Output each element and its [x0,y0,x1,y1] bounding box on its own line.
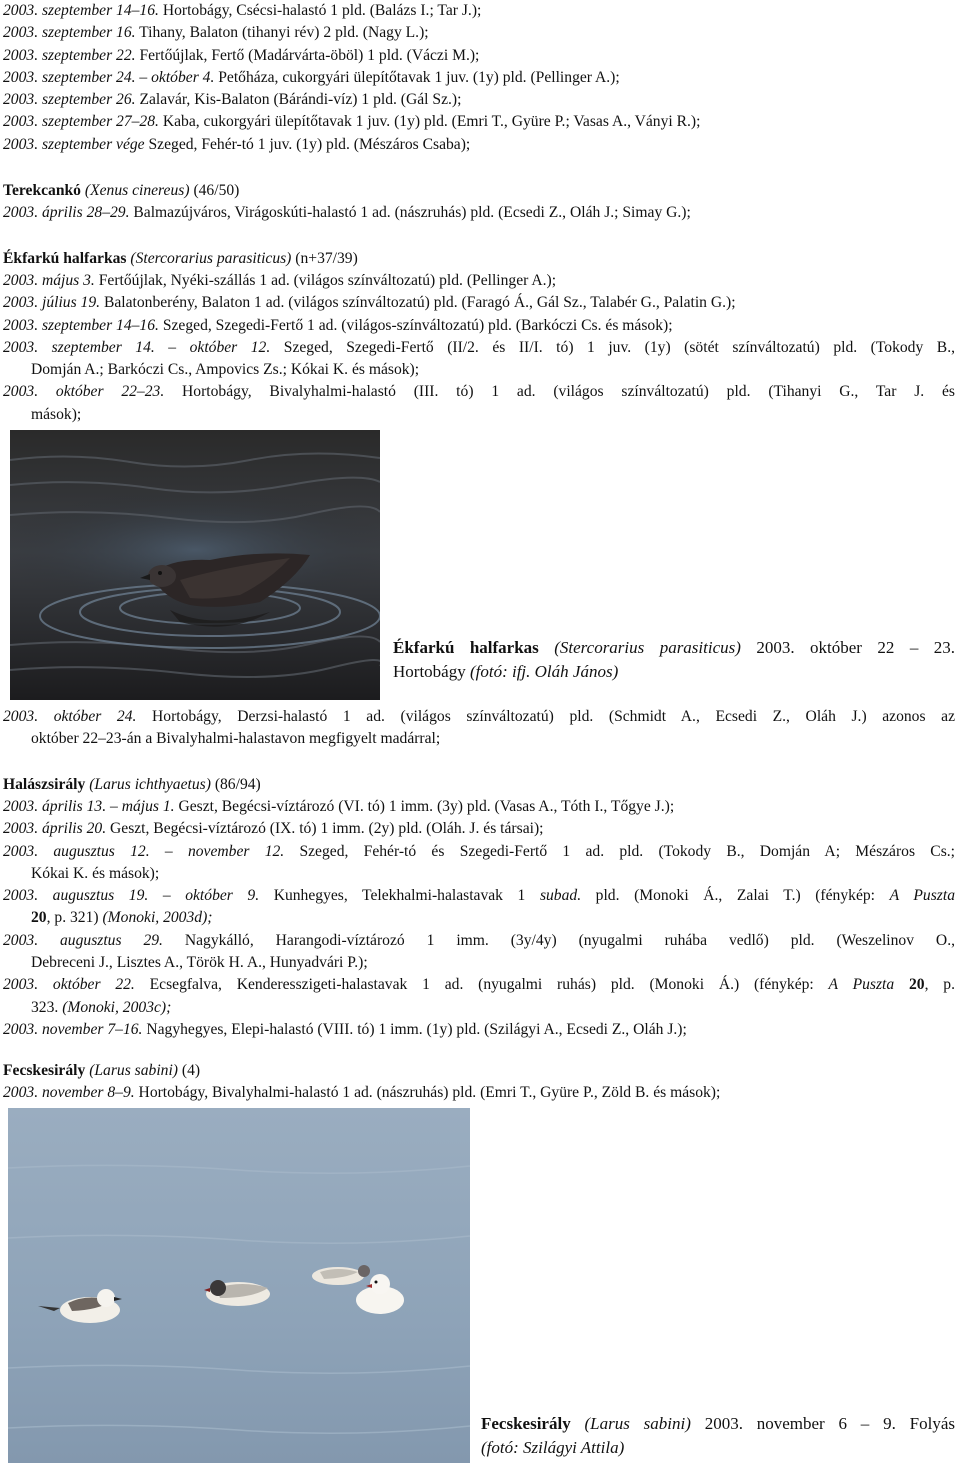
record-line: 2003. szeptember 24. – október 4. Petőháza, cukorgyári ülepítőtavak 1 juv. (1y) pld. (Pellinger A.); [3,68,620,86]
record-line-continued: Kókai K. és mások); [31,864,160,882]
photo-sabines-gull [8,1108,470,1463]
caption-line: Hortobágy (fotó: ifj. Oláh János) [393,662,619,681]
species-heading-ekfarku-halfarkas: Ékfarkú halfarkas (Stercorarius parasiticus) (n+37/39) [3,250,358,267]
fecskesiraly-records [3,1082,955,1104]
arctic-skua-photo-illustration [10,430,380,700]
record-line: 2003. november 7–16. Nagyhegyes, Elepi-halastó (VIII. tó) 1 imm. (1y) pld. (Szilágyi A., Ecsedi Z., Oláh J.); [3,1020,687,1038]
caption-line: Ékfarkú halfarkas (Stercorarius parasiticus) 2003. október 22 – 23. [393,638,955,657]
caption-line: Fecskesirály (Larus sabini) 2003. november 6 – 9. Folyás [481,1414,955,1433]
terekcanko-records [3,202,955,224]
record-line: 2003. november 8–9. Hortobágy, Bivalyhalmi-halastó 1 ad. (nászruhás) pld. (Emri T., Gyüre P., Zöld B. és mások); [3,1084,721,1101]
sabines-gull-photo-illustration [8,1108,470,1463]
record-line: 2003. szeptember vége Szeged, Fehér-tó 1 juv. (1y) pld. (Mészáros Csaba); [3,135,471,153]
record-line: 2003. április 28–29. Balmazújváros, Virágoskúti-halastó 1 ad. (nászruhás) pld. (Ecsedi Z., Oláh J.; Simay G.); [3,204,691,221]
record-line-continued: 323. (Monoki, 2003c); [31,998,172,1016]
record-line: 2003. szeptember 14. – október 12. Szeged, Szegedi-Fertő (II/2. és II/I. tó) 1 juv. (1y) (sötét színváltozatú) pld. (Tokody B., [3,338,955,356]
record-line: 2003. augusztus 29. Nagykálló, Harangodi-víztározó 1 imm. (3y/4y) (nyugalmi ruhába vedlő) pld. (Weszelinov O., [3,931,955,949]
species-heading-halaszsiraly: Halászsirály (Larus ichthyaetus) (86/94) [3,776,261,793]
record-line: 2003. október 22. Ecsegfalva, Kenderesszigeti-halastavak 1 ad. (nyugalmi ruhás) pld. (Monoki Á.) (fénykép: A Puszta 20, p. [3,976,955,994]
record-line: 2003. szeptember 14–16. Hortobágy, Csécsi-halastó 1 pld. (Balázs I.; Tar J.); [3,2,482,19]
record-line-continued: Domján A.; Barkóczi Cs., Ampovics Zs.; Kókai K. és mások); [31,361,420,379]
record-line: 2003. július 19. Balatonberény, Balaton 1 ad. (világos színváltozatú) pld. (Faragó Á., Gál Sz., Talabér G., Palatin G.); [3,294,736,312]
ekfarku-records-after-photo [3,706,955,751]
species-heading-terekcanko: Terekcankó (Xenus cinereus) (46/50) [3,182,240,199]
record-line: 2003. szeptember 27–28. Kaba, cukorgyári ülepítőtavak 1 juv. (1y) pld. (Emri T., Gyüre P.; Vasas A., Ványi R.); [3,113,701,131]
record-line-continued: mások); [31,405,82,423]
record-line-continued: Debreceni J., Lisztes A., Török H. A., Hunyadvári P.); [31,954,368,972]
record-line-continued: október 22–23-án a Bivalyhalmi-halastavon megfigyelt madárral; [31,730,441,748]
record-line: 2003. augusztus 19. – október 9. Kunhegyes, Telekhalmi-halastavak 1 subad. pld. (Monoki Á., Zalai T.) (fénykép: A Puszta [3,887,955,905]
record-line-continued: 20, p. 321) (Monoki, 2003d); [31,909,213,927]
ekfarku-records [3,270,955,426]
halaszsiraly-records [3,796,955,1041]
record-line: 2003. október 22–23. Hortobágy, Bivalyhalmi-halastó (III. tó) 1 ad. (világos színváltozatú) pld. (Tihanyi G., Tar J. és [3,383,955,401]
caption-line: (fotó: Szilágyi Attila) [481,1438,625,1457]
record-line: 2003. szeptember 22. Fertőújlak, Fertő (Madárvárta-öböl) 1 pld. (Váczi M.); [3,46,480,64]
record-line: 2003. szeptember 14–16. Szeged, Szegedi-Fertő 1 ad. (világos-színváltozatú) pld. (Barkóczi Cs. és mások); [3,316,673,334]
species-heading-fecskesiraly: Fecskesirály (Larus sabini) (4) [3,1062,201,1079]
photo-caption-arctic-skua [393,636,955,684]
record-line: 2003. április 20. Geszt, Begécsi-víztározó (IX. tó) 1 imm. (2y) pld. (Oláh. J. és társai); [3,820,544,838]
top-records [3,0,955,156]
record-line: 2003. október 24. Hortobágy, Derzsi-halastó 1 ad. (világos színváltozatú) pld. (Schmidt A., Ecsedi Z., Oláh J.) azonos az [3,708,955,725]
record-line: 2003. április 13. – május 1. Geszt, Begécsi-víztározó (VI. tó) 1 imm. (3y) pld. (Vasas A., Tóth I., Tőgye J.); [3,798,675,815]
record-line: 2003. augusztus 12. – november 12. Szeged, Fehér-tó és Szegedi-Fertő 1 ad. pld. (Tokody B., Domján A; Mészáros Cs.; [3,842,956,860]
record-line: 2003. szeptember 16. Tihany, Balaton (tihanyi rév) 2 pld. (Nagy L.); [3,24,429,42]
record-line: 2003. május 3. Fertőújlak, Nyéki-szállás 1 ad. (világos színváltozatú) pld. (Pellinger A.); [3,272,557,289]
photo-arctic-skua [10,430,380,700]
photo-caption-sabines-gull [481,1412,955,1460]
record-line: 2003. szeptember 26. Zalavár, Kis-Balaton (Bárándi-víz) 1 pld. (Gál Sz.); [3,91,462,109]
